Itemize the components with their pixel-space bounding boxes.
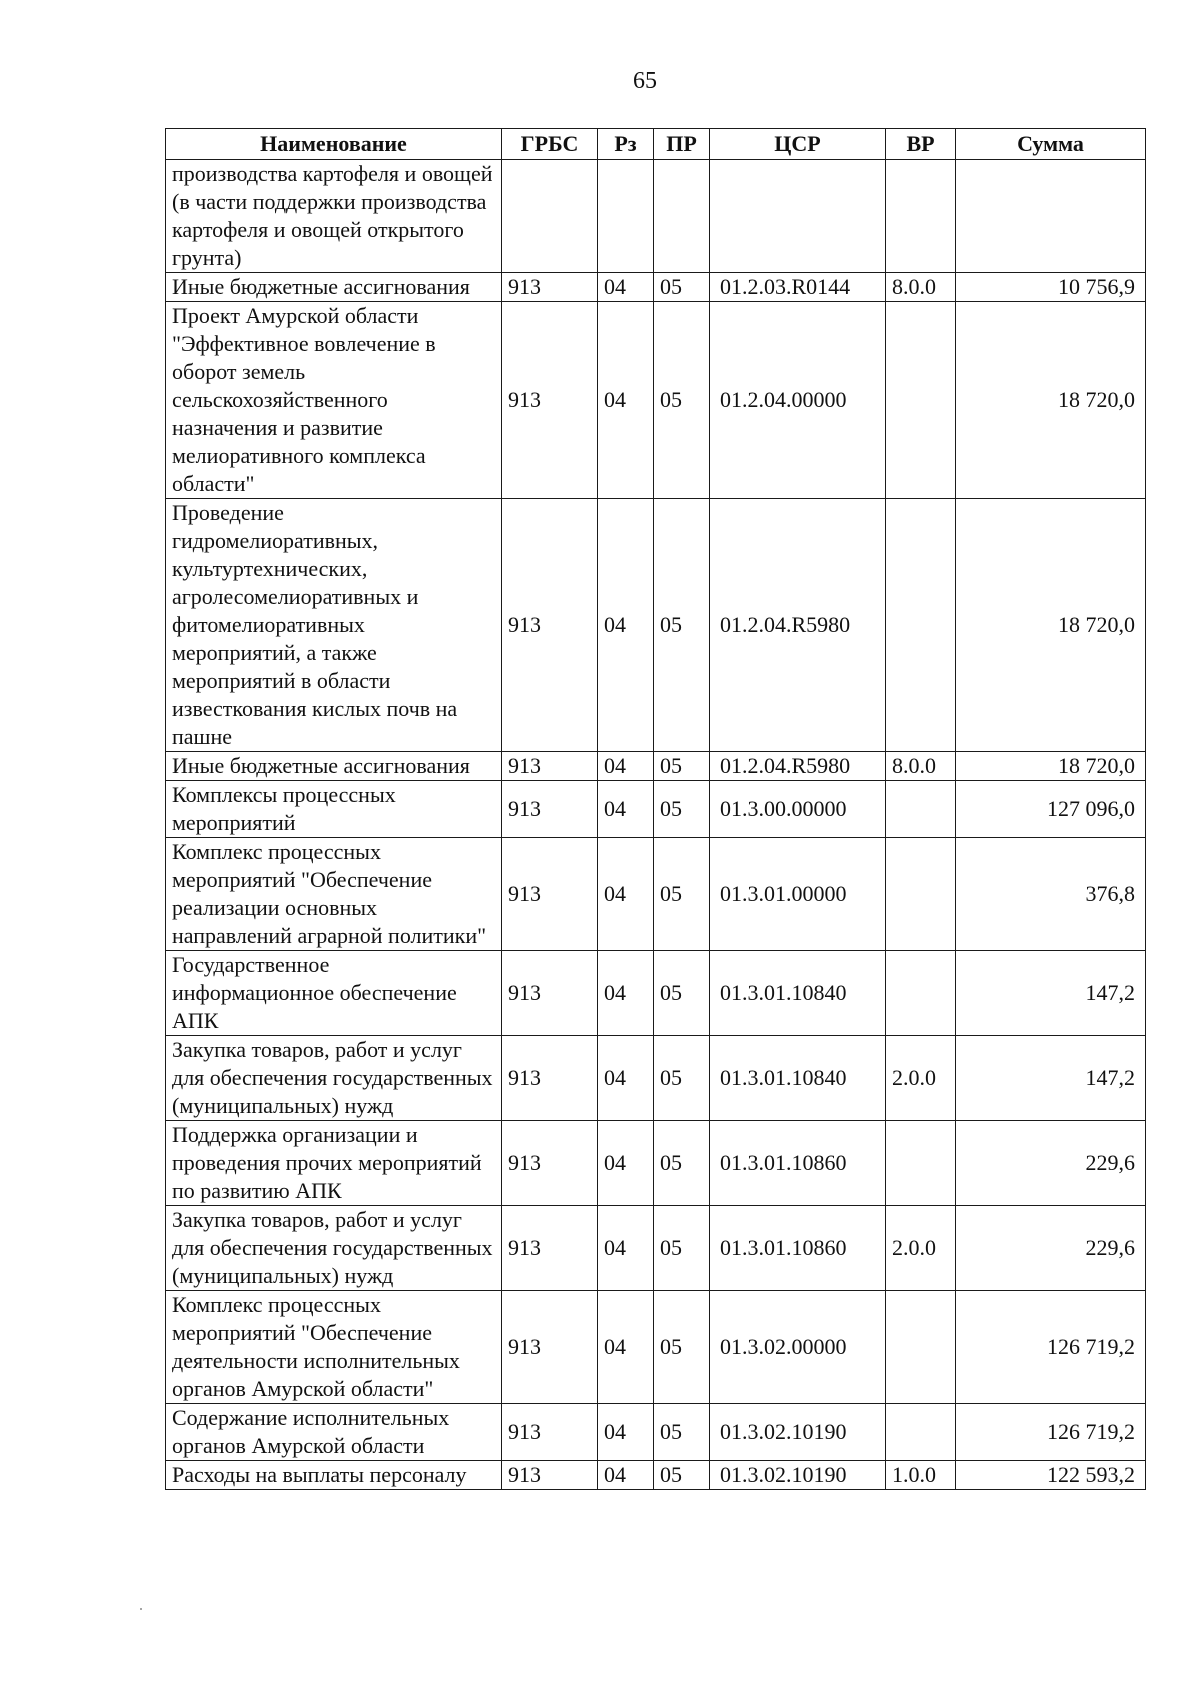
cell-grbs: 913 xyxy=(502,499,598,752)
cell-csr: 01.3.02.10190 xyxy=(710,1461,886,1490)
cell-csr: 01.3.00.00000 xyxy=(710,781,886,838)
cell-rz: 04 xyxy=(598,838,654,951)
cell-pr: 05 xyxy=(654,1206,710,1291)
header-vr: ВР xyxy=(886,129,956,160)
cell-pr: 05 xyxy=(654,1404,710,1461)
cell-name: Государственное информационное обеспечение АПК xyxy=(166,951,502,1036)
header-rz: Рз xyxy=(598,129,654,160)
cell-grbs: 913 xyxy=(502,302,598,499)
cell-name: Иные бюджетные ассигнования xyxy=(166,752,502,781)
cell-rz: 04 xyxy=(598,1036,654,1121)
cell-csr: 01.3.01.10840 xyxy=(710,1036,886,1121)
cell-vr: 2.0.0 xyxy=(886,1036,956,1121)
cell-sum: 18 720,0 xyxy=(956,499,1146,752)
table-row xyxy=(166,1121,1146,1206)
table-row xyxy=(166,781,1146,838)
table-row xyxy=(166,1291,1146,1404)
header-row xyxy=(166,129,1146,160)
cell-rz: 04 xyxy=(598,781,654,838)
cell-vr: 2.0.0 xyxy=(886,1206,956,1291)
cell-name: Проведение гидромелиоративных, культуртехнических, агролесомелиоративных и фитомелиоративных мероприятий, а также мероприятий в области известкования кислых почв на пашне xyxy=(166,499,502,752)
cell-csr: 01.2.03.R0144 xyxy=(710,273,886,302)
cell-sum: 126 719,2 xyxy=(956,1291,1146,1404)
cell-pr: 05 xyxy=(654,1036,710,1121)
cell-sum: 122 593,2 xyxy=(956,1461,1146,1490)
cell-pr: 05 xyxy=(654,302,710,499)
cell-sum: 10 756,9 xyxy=(956,273,1146,302)
cell-sum: 126 719,2 xyxy=(956,1404,1146,1461)
cell-csr: 01.3.01.10860 xyxy=(710,1206,886,1291)
cell-vr xyxy=(886,1291,956,1404)
table-row xyxy=(166,1206,1146,1291)
header-pr: ПР xyxy=(654,129,710,160)
cell-pr: 05 xyxy=(654,838,710,951)
cell-rz: 04 xyxy=(598,951,654,1036)
cell-sum: 229,6 xyxy=(956,1206,1146,1291)
cell-name: Содержание исполнительных органов Амурской области xyxy=(166,1404,502,1461)
cell-csr xyxy=(710,160,886,273)
header-sum: Сумма xyxy=(956,129,1146,160)
cell-grbs: 913 xyxy=(502,781,598,838)
cell-grbs: 913 xyxy=(502,1121,598,1206)
cell-csr: 01.3.02.10190 xyxy=(710,1404,886,1461)
cell-grbs: 913 xyxy=(502,752,598,781)
header-name: Наименование xyxy=(166,129,502,160)
cell-sum xyxy=(956,160,1146,273)
cell-grbs: 913 xyxy=(502,1404,598,1461)
cell-vr: 8.0.0 xyxy=(886,752,956,781)
header-grbs: ГРБС xyxy=(502,129,598,160)
table-row xyxy=(166,499,1146,752)
cell-vr xyxy=(886,1404,956,1461)
cell-pr: 05 xyxy=(654,1461,710,1490)
cell-name: Комплексы процессных мероприятий xyxy=(166,781,502,838)
cell-rz: 04 xyxy=(598,752,654,781)
cell-csr: 01.3.02.00000 xyxy=(710,1291,886,1404)
table-row xyxy=(166,951,1146,1036)
cell-vr xyxy=(886,781,956,838)
cell-pr: 05 xyxy=(654,499,710,752)
cell-sum: 18 720,0 xyxy=(956,752,1146,781)
cell-grbs xyxy=(502,160,598,273)
table-body xyxy=(166,160,1146,1490)
cell-csr: 01.3.01.10860 xyxy=(710,1121,886,1206)
cell-grbs: 913 xyxy=(502,273,598,302)
table-row xyxy=(166,752,1146,781)
cell-grbs: 913 xyxy=(502,1291,598,1404)
cell-csr: 01.3.01.00000 xyxy=(710,838,886,951)
cell-vr xyxy=(886,160,956,273)
cell-pr: 05 xyxy=(654,781,710,838)
cell-vr: 8.0.0 xyxy=(886,273,956,302)
cell-pr: 05 xyxy=(654,951,710,1036)
cell-vr: 1.0.0 xyxy=(886,1461,956,1490)
cell-sum: 229,6 xyxy=(956,1121,1146,1206)
cell-csr: 01.2.04.R5980 xyxy=(710,752,886,781)
cell-pr: 05 xyxy=(654,1121,710,1206)
cell-name: Закупка товаров, работ и услуг для обеспечения государственных (муниципальных) нужд xyxy=(166,1206,502,1291)
table-row xyxy=(166,1404,1146,1461)
cell-sum: 147,2 xyxy=(956,951,1146,1036)
cell-rz: 04 xyxy=(598,273,654,302)
table-row xyxy=(166,273,1146,302)
cell-name: Поддержка организации и проведения прочих мероприятий по развитию АПК xyxy=(166,1121,502,1206)
cell-vr xyxy=(886,302,956,499)
cell-name: Проект Амурской области "Эффективное вовлечение в оборот земель сельскохозяйственного назначения и развитие мелиоративного комплекса области" xyxy=(166,302,502,499)
cell-vr xyxy=(886,1121,956,1206)
cell-pr: 05 xyxy=(654,752,710,781)
cell-pr: 05 xyxy=(654,273,710,302)
cell-vr xyxy=(886,838,956,951)
cell-rz: 04 xyxy=(598,302,654,499)
cell-grbs: 913 xyxy=(502,951,598,1036)
table-row xyxy=(166,838,1146,951)
cell-rz: 04 xyxy=(598,1291,654,1404)
cell-vr xyxy=(886,951,956,1036)
cell-name: Закупка товаров, работ и услуг для обеспечения государственных (муниципальных) нужд xyxy=(166,1036,502,1121)
cell-pr: 05 xyxy=(654,1291,710,1404)
cell-name: Иные бюджетные ассигнования xyxy=(166,273,502,302)
cell-rz: 04 xyxy=(598,1121,654,1206)
table-row xyxy=(166,1461,1146,1490)
cell-rz: 04 xyxy=(598,499,654,752)
cell-rz xyxy=(598,160,654,273)
cell-grbs: 913 xyxy=(502,1461,598,1490)
table-row xyxy=(166,302,1146,499)
cell-sum: 18 720,0 xyxy=(956,302,1146,499)
cell-sum: 147,2 xyxy=(956,1036,1146,1121)
cell-grbs: 913 xyxy=(502,838,598,951)
cell-grbs: 913 xyxy=(502,1206,598,1291)
cell-sum: 376,8 xyxy=(956,838,1146,951)
table-row xyxy=(166,1036,1146,1121)
page-number: 65 xyxy=(633,68,657,94)
cell-grbs: 913 xyxy=(502,1036,598,1121)
cell-name: производства картофеля и овощей (в части поддержки производства картофеля и овощей открытого грунта) xyxy=(166,160,502,273)
cell-name: Комплекс процессных мероприятий "Обеспечение деятельности исполнительных органов Амурской области" xyxy=(166,1291,502,1404)
scan-speck xyxy=(140,1608,142,1610)
cell-name: Комплекс процессных мероприятий "Обеспечение реализации основных направлений аграрной политики" xyxy=(166,838,502,951)
cell-csr: 01.3.01.10840 xyxy=(710,951,886,1036)
cell-name: Расходы на выплаты персоналу xyxy=(166,1461,502,1490)
table-row xyxy=(166,160,1146,273)
cell-pr xyxy=(654,160,710,273)
cell-rz: 04 xyxy=(598,1461,654,1490)
header-csr: ЦСР xyxy=(710,129,886,160)
cell-csr: 01.2.04.00000 xyxy=(710,302,886,499)
cell-csr: 01.2.04.R5980 xyxy=(710,499,886,752)
cell-sum: 127 096,0 xyxy=(956,781,1146,838)
budget-table xyxy=(165,128,1146,1490)
cell-rz: 04 xyxy=(598,1404,654,1461)
cell-vr xyxy=(886,499,956,752)
cell-rz: 04 xyxy=(598,1206,654,1291)
